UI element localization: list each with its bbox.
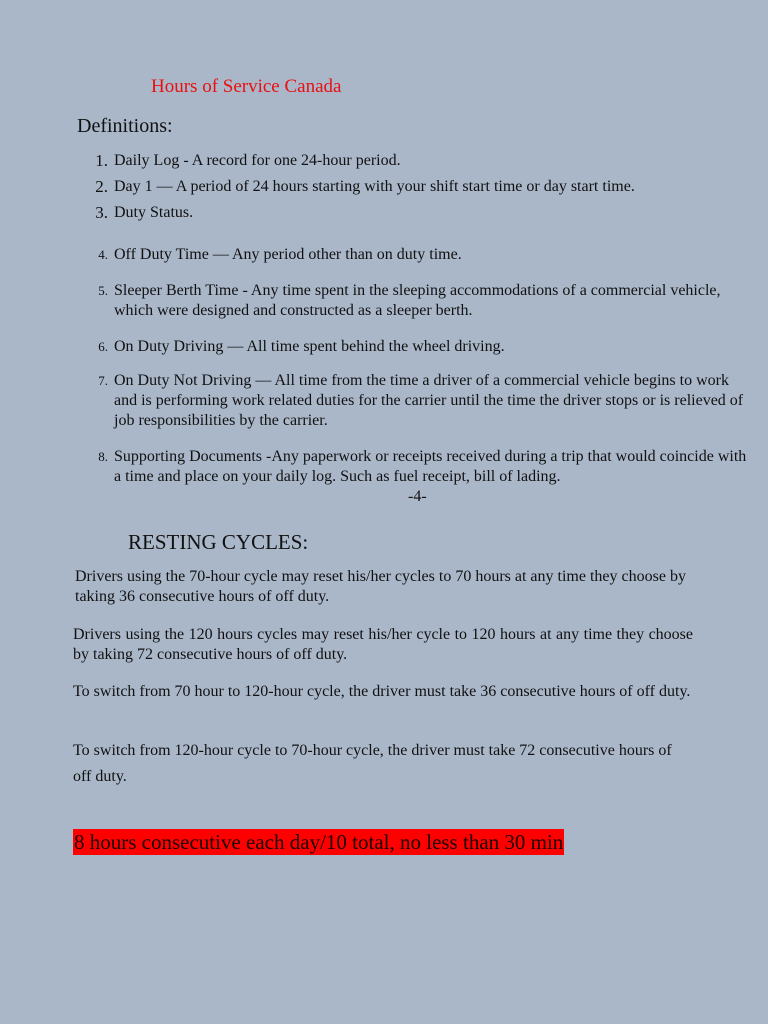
list-item [88, 337, 753, 357]
resting-paragraph: To switch from 70 hour to 120-hour cycle, the driver must take 36 consecutive hours of off duty. [73, 683, 691, 700]
list-item-number: 7. [98, 373, 108, 388]
list-item [88, 371, 753, 431]
list-item-number: 1. [95, 151, 108, 170]
list-item-number: 8. [98, 449, 108, 464]
list-item-text: Supporting Documents -Any paperwork or receipts received during a trip that would coincide with a time and place on your daily log. Such as fuel receipt, bill of lading. [114, 448, 747, 485]
resting-cycles-heading: RESTING CYCLES: [128, 530, 309, 554]
list-item-text: Duty Status. [114, 204, 194, 221]
list-item-text: Sleeper Berth Time - Any time spent in the sleeping accommodations of a commercial vehicle, which were designed and constructed as a sleeper berth. [114, 282, 721, 319]
list-item [88, 281, 753, 321]
resting-paragraph: Drivers using the 120 hours cycles may reset his/her cycle to 120 hours at any time they choose by taking 72 consecutive hours of off duty. [73, 626, 693, 663]
list-item [88, 245, 753, 265]
list-item [88, 447, 753, 487]
resting-paragraph: To switch from 120-hour cycle to 70-hour cycle, the driver must take 72 consecutive hours of off duty. [73, 742, 672, 785]
list-item [88, 203, 753, 223]
page-title: Hours of Service Canada [151, 76, 342, 97]
list-item-number: 4. [98, 247, 108, 262]
list-item-text: Day 1 — A period of 24 hours starting with your shift start time or day start time. [114, 178, 635, 195]
resting-paragraph: Drivers using the 70-hour cycle may reset his/her cycles to 70 hours at any time they choose by taking 36 consecutive hours of off duty. [75, 568, 686, 605]
list-item-text: On Duty Driving — All time spent behind the wheel driving. [114, 338, 505, 355]
list-item [88, 151, 753, 171]
list-item-number: 6. [98, 339, 108, 354]
highlight-note: 8 hours consecutive each day/10 total, no less than 30 min [74, 830, 564, 854]
list-item-number: 5. [98, 283, 108, 298]
definitions-heading: Definitions: [77, 115, 173, 137]
list-item-number: 3. [95, 203, 108, 222]
list-item-text: Daily Log - A record for one 24-hour period. [114, 152, 401, 169]
list-item-text: Off Duty Time — Any period other than on duty time. [114, 246, 462, 263]
page-number: -4- [408, 488, 427, 505]
list-item-text: On Duty Not Driving — All time from the time a driver of a commercial vehicle begins to work and is performing work related duties for the carrier until the time the driver stops or is relieved of job responsibilities by the carrier. [114, 372, 744, 429]
list-item [88, 177, 753, 197]
list-item-number: 2. [95, 177, 108, 196]
